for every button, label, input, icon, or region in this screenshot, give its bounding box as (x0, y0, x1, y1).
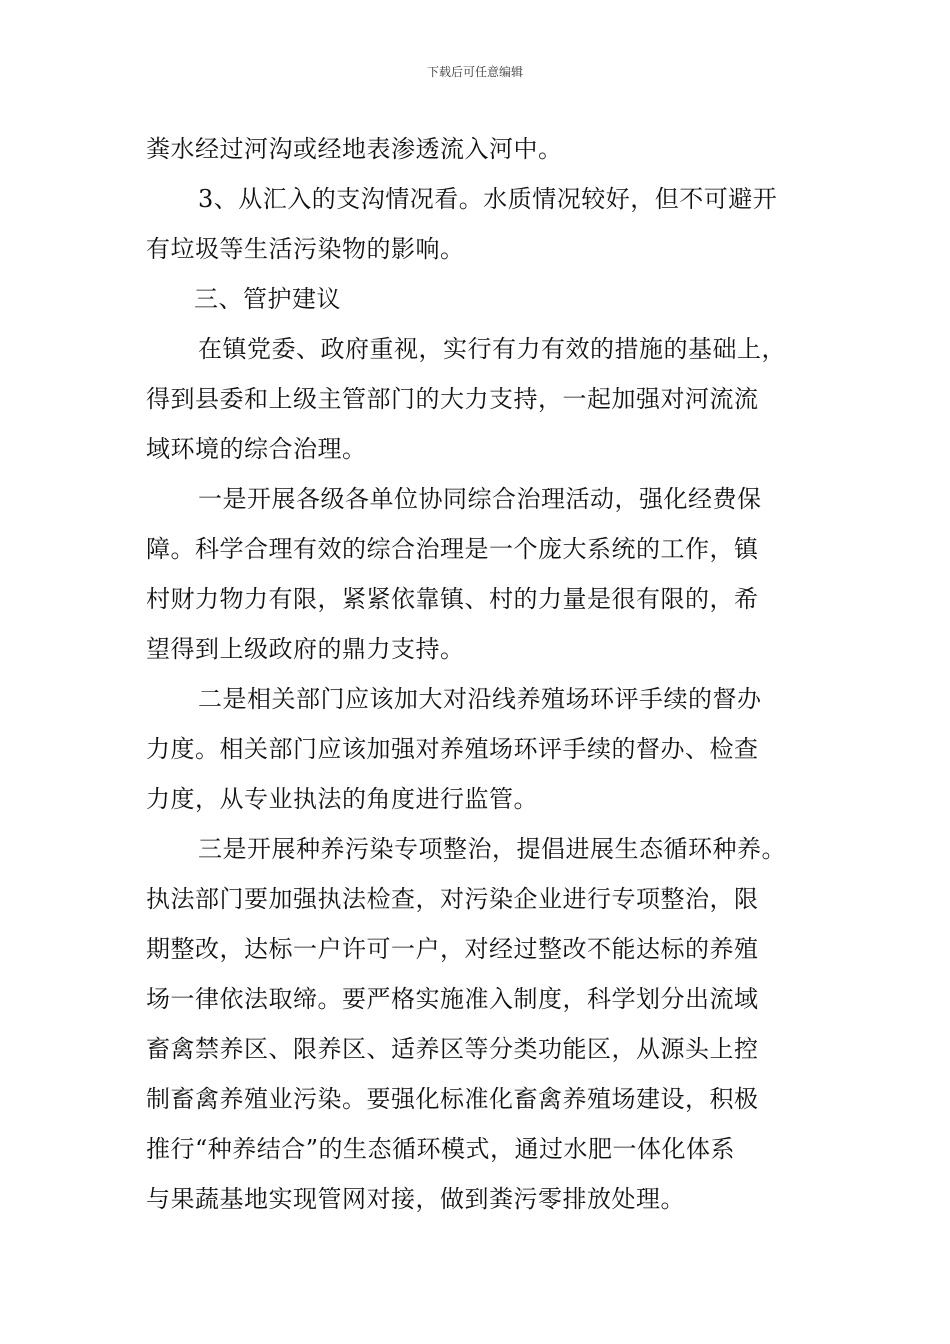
section-heading: 三、管护建议 (194, 285, 341, 313)
text-line: 有垃圾等生活污染物的影响。 (146, 235, 465, 263)
text-line: 畜禽禁养区、限养区、适养区等分类功能区，从源头上控 (146, 1035, 759, 1063)
text-line: 与果蔬基地实现管网对接，做到粪污零排放处理。 (146, 1185, 685, 1213)
text-line: 二是相关部门应该加大对沿线养殖场环评手续的督办 (198, 685, 762, 713)
text-line: 力度，从专业执法的角度进行监管。 (146, 785, 538, 813)
text-line: 在镇党委、政府重视，实行有力有效的措施的基础上， (198, 335, 786, 363)
page-header-note: 下载后可任意编辑 (426, 65, 523, 79)
text-line: 粪水经过河沟或经地表渗透流入河中。 (146, 135, 563, 163)
text-line: 障。科学合理有效的综合治理是一个庞大系统的工作，镇 (146, 535, 759, 563)
text-line: 望得到上级政府的鼎力支持。 (146, 635, 465, 663)
text-line: 得到县委和上级主管部门的大力支持，一起加强对河流流 (146, 385, 759, 413)
text-line: 推行“种养结合”的生态循环模式，通过水肥一体化体系 (146, 1135, 736, 1163)
document-body (146, 124, 811, 1224)
text-line: 3、从汇入的支沟情况看。水质情况较好，但不可避开 (198, 185, 778, 213)
text-line: 执法部门要加强执法检查，对污染企业进行专项整治，限 (146, 885, 759, 913)
text-line: 三是开展种养污染专项整治，提倡进展生态循环种养。 (198, 835, 786, 863)
text-line: 期整改，达标一户许可一户，对经过整改不能达标的养殖 (146, 935, 759, 963)
text-line: 场一律依法取缔。要严格实施准入制度，科学划分出流域 (146, 985, 759, 1013)
text-line: 制畜禽养殖业污染。要强化标准化畜禽养殖场建设，积极 (146, 1085, 759, 1113)
text-line: 一是开展各级各单位协同综合治理活动，强化经费保 (198, 485, 762, 513)
text-line: 力度。相关部门应该加强对养殖场环评手续的督办、检查 (146, 735, 759, 763)
text-line: 村财力物力有限，紧紧依靠镇、村的力量是很有限的，希 (146, 585, 759, 613)
text-line: 域环境的综合治理。 (146, 435, 367, 463)
